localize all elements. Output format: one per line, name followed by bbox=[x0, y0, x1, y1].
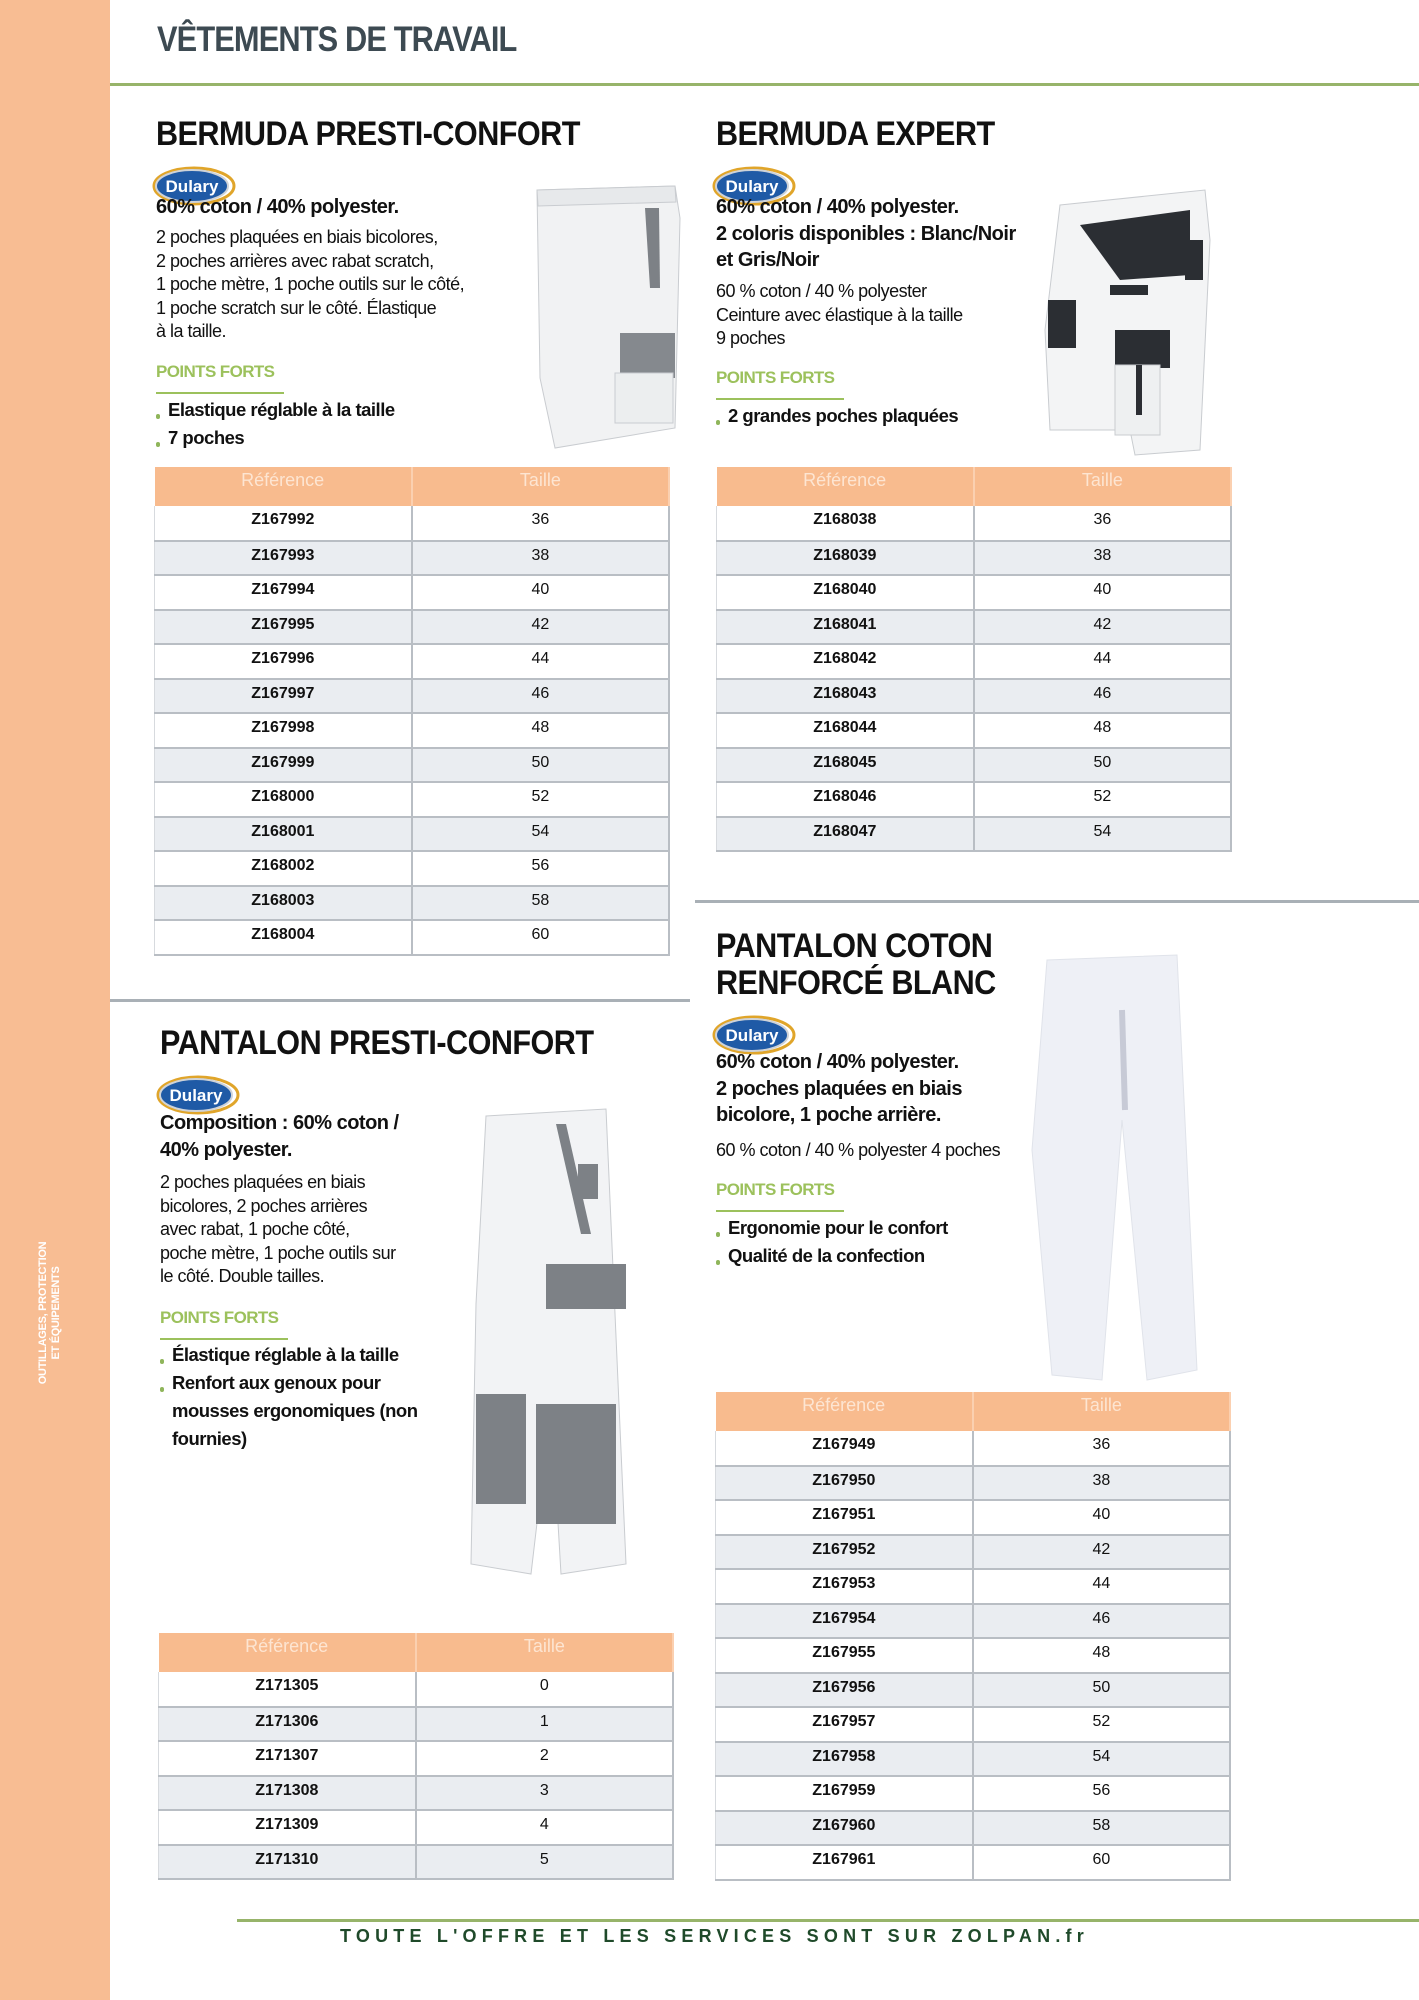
points-forts-list bbox=[716, 1214, 948, 1270]
points-forts-underline bbox=[156, 392, 284, 394]
table-row bbox=[716, 1845, 1231, 1880]
table-row bbox=[716, 1673, 1231, 1708]
point-text: 2 grandes poches plaquées bbox=[728, 405, 959, 426]
reference-cell: Z167961 bbox=[716, 1845, 973, 1880]
point-text: Ergonomie pour le confort bbox=[728, 1217, 948, 1238]
bullet-icon bbox=[156, 442, 160, 447]
size-cell: 38 bbox=[412, 541, 669, 576]
footer-divider bbox=[237, 1919, 1419, 1922]
reference-cell: Z167960 bbox=[716, 1811, 973, 1846]
points-forts-list bbox=[156, 396, 395, 452]
points-forts-label: POINTS FORTS bbox=[156, 362, 275, 381]
table-row bbox=[155, 541, 670, 576]
column-header-reference: Référence bbox=[155, 467, 412, 506]
points-forts-underline bbox=[716, 398, 844, 400]
reference-cell: Z168046 bbox=[717, 782, 974, 817]
table-row bbox=[159, 1776, 674, 1811]
size-cell: 60 bbox=[412, 920, 669, 955]
description-line: avec rabat, 1 poche côté, bbox=[160, 1219, 350, 1240]
product-composition bbox=[160, 1110, 399, 1163]
reference-cell: Z167953 bbox=[716, 1569, 973, 1604]
svg-text:Dulary: Dulary bbox=[165, 177, 219, 196]
bullet-icon bbox=[156, 414, 160, 419]
reference-cell: Z167949 bbox=[716, 1431, 973, 1466]
table-row bbox=[716, 1742, 1231, 1777]
table-row bbox=[717, 817, 1232, 852]
size-cell: 46 bbox=[412, 679, 669, 714]
composition-line: 60% coton / 40% polyester. bbox=[716, 1051, 959, 1073]
reference-cell: Z171306 bbox=[159, 1707, 416, 1742]
reference-cell: Z168003 bbox=[155, 886, 412, 921]
reference-cell: Z171309 bbox=[159, 1810, 416, 1845]
reference-cell: Z168047 bbox=[717, 817, 974, 852]
table-row bbox=[717, 748, 1232, 783]
table-row bbox=[716, 1466, 1231, 1501]
reference-cell: Z168043 bbox=[717, 679, 974, 714]
point-text: Qualité de la confection bbox=[728, 1245, 925, 1266]
table-row bbox=[717, 575, 1232, 610]
table-header-row bbox=[155, 467, 670, 506]
size-reference-table bbox=[715, 1392, 1231, 1881]
reference-cell: Z171305 bbox=[159, 1672, 416, 1707]
size-cell: 52 bbox=[412, 782, 669, 817]
table-row bbox=[716, 1638, 1231, 1673]
size-cell: 54 bbox=[974, 817, 1231, 852]
svg-text:Dulary: Dulary bbox=[725, 1026, 779, 1045]
size-cell: 44 bbox=[412, 644, 669, 679]
size-cell: 48 bbox=[974, 713, 1231, 748]
size-cell: 40 bbox=[412, 575, 669, 610]
svg-text:Dulary: Dulary bbox=[169, 1086, 223, 1105]
size-cell: 1 bbox=[416, 1707, 673, 1742]
table-header-row bbox=[717, 467, 1232, 506]
points-forts-label: POINTS FORTS bbox=[716, 368, 835, 387]
table-row bbox=[716, 1500, 1231, 1535]
table-row bbox=[716, 1535, 1231, 1570]
size-cell: 48 bbox=[412, 713, 669, 748]
reference-cell: Z167956 bbox=[716, 1673, 973, 1708]
reference-cell: Z167999 bbox=[155, 748, 412, 783]
description-line: 2 poches plaquées en biais bbox=[160, 1172, 366, 1192]
product-description bbox=[716, 1139, 1000, 1163]
product-composition bbox=[716, 194, 1016, 274]
size-cell: 46 bbox=[973, 1604, 1230, 1639]
table-row bbox=[716, 1811, 1231, 1846]
reference-cell: Z167959 bbox=[716, 1776, 973, 1811]
size-cell: 36 bbox=[412, 506, 669, 541]
reference-cell: Z168044 bbox=[717, 713, 974, 748]
column-header-size: Taille bbox=[416, 1633, 673, 1672]
table-row bbox=[155, 920, 670, 955]
section-divider bbox=[110, 999, 690, 1002]
size-cell: 50 bbox=[973, 1673, 1230, 1708]
section-label-line1: OUTILLAGES, PROTECTION bbox=[37, 1241, 49, 1385]
size-reference-table bbox=[154, 467, 670, 956]
table-row bbox=[155, 610, 670, 645]
reference-cell: Z167993 bbox=[155, 541, 412, 576]
size-cell: 48 bbox=[973, 1638, 1230, 1673]
table-row bbox=[717, 713, 1232, 748]
description-line: Ceinture avec élastique à la taille bbox=[716, 304, 963, 325]
column-header-reference: Référence bbox=[716, 1392, 973, 1431]
product-title: PANTALON COTON bbox=[716, 927, 993, 965]
svg-text:Dulary: Dulary bbox=[725, 177, 779, 196]
section-label-line2: ET ÉQUIPEMENTS bbox=[50, 1266, 62, 1360]
reference-cell: Z167951 bbox=[716, 1500, 973, 1535]
size-cell: 50 bbox=[412, 748, 669, 783]
size-cell: 52 bbox=[973, 1707, 1230, 1742]
reference-cell: Z167952 bbox=[716, 1535, 973, 1570]
reference-cell: Z168002 bbox=[155, 851, 412, 886]
table-row bbox=[155, 506, 670, 541]
reference-cell: Z168040 bbox=[717, 575, 974, 610]
description-line: à la taille. bbox=[156, 321, 227, 342]
description-line: 60 % coton / 40 % polyester 4 poches bbox=[716, 1140, 1001, 1160]
table-row bbox=[159, 1672, 674, 1707]
size-cell: 54 bbox=[973, 1742, 1230, 1777]
footer-text: TOUTE L'OFFRE ET LES SERVICES SONT SUR ZOLPAN.fr bbox=[340, 1926, 1089, 1946]
table-row bbox=[155, 679, 670, 714]
points-forts-list bbox=[716, 402, 958, 430]
point-text: Renfort aux genoux pour bbox=[172, 1372, 381, 1393]
size-cell: 5 bbox=[416, 1845, 673, 1880]
column-header-size: Taille bbox=[412, 467, 669, 506]
reference-cell: Z171310 bbox=[159, 1845, 416, 1880]
size-cell: 2 bbox=[416, 1741, 673, 1776]
reference-cell: Z168041 bbox=[717, 610, 974, 645]
column-header-reference: Référence bbox=[159, 1633, 416, 1672]
reference-cell: Z168004 bbox=[155, 920, 412, 955]
size-cell: 40 bbox=[973, 1500, 1230, 1535]
reference-cell: Z167996 bbox=[155, 644, 412, 679]
product-title-line2: RENFORCÉ BLANC bbox=[716, 964, 996, 1002]
size-cell: 42 bbox=[974, 610, 1231, 645]
table-header-row bbox=[159, 1633, 674, 1672]
bullet-icon bbox=[716, 1232, 720, 1237]
reference-cell: Z167997 bbox=[155, 679, 412, 714]
table-row bbox=[716, 1431, 1231, 1466]
product-composition bbox=[156, 194, 399, 221]
reference-cell: Z168000 bbox=[155, 782, 412, 817]
points-forts-underline bbox=[716, 1210, 844, 1212]
size-cell: 42 bbox=[412, 610, 669, 645]
table-row bbox=[716, 1604, 1231, 1639]
reference-cell: Z168042 bbox=[717, 644, 974, 679]
composition-line: bicolore, 1 poche arrière. bbox=[716, 1104, 941, 1126]
point-text: fournies) bbox=[172, 1428, 247, 1449]
reference-cell: Z167955 bbox=[716, 1638, 973, 1673]
dulary-brand-logo bbox=[156, 1075, 240, 1115]
table-row bbox=[716, 1569, 1231, 1604]
composition-line: 2 poches plaquées en biais bbox=[716, 1077, 962, 1100]
bullet-icon bbox=[160, 1359, 164, 1364]
size-cell: 0 bbox=[416, 1672, 673, 1707]
size-cell: 36 bbox=[974, 506, 1231, 541]
composition-line: 40% polyester. bbox=[160, 1138, 292, 1161]
size-cell: 56 bbox=[973, 1776, 1230, 1811]
column-header-reference: Référence bbox=[717, 467, 974, 506]
size-cell: 50 bbox=[974, 748, 1231, 783]
table-row bbox=[716, 1707, 1231, 1742]
point-item bbox=[156, 396, 395, 424]
bermuda-presti-confort-image bbox=[525, 178, 685, 453]
column-header-size: Taille bbox=[973, 1392, 1230, 1431]
section-label bbox=[37, 1223, 63, 1403]
column-header-size: Taille bbox=[974, 467, 1231, 506]
table-header-row bbox=[716, 1392, 1231, 1431]
size-cell: 44 bbox=[974, 644, 1231, 679]
description-line: 1 poche scratch sur le côté. Élastique bbox=[156, 297, 437, 318]
table-row bbox=[155, 817, 670, 852]
point-item bbox=[716, 1242, 948, 1270]
reference-cell: Z167954 bbox=[716, 1604, 973, 1639]
point-text: mousses ergonomiques (non bbox=[172, 1400, 418, 1421]
reference-cell: Z171308 bbox=[159, 1776, 416, 1811]
product-title: PANTALON PRESTI-CONFORT bbox=[160, 1024, 594, 1062]
size-cell: 54 bbox=[412, 817, 669, 852]
point-item bbox=[716, 1214, 948, 1242]
reference-cell: Z167958 bbox=[716, 1742, 973, 1777]
size-reference-table bbox=[158, 1633, 674, 1880]
bullet-icon bbox=[716, 1260, 720, 1265]
composition-line: et Gris/Noir bbox=[716, 249, 819, 271]
bullet-icon bbox=[716, 420, 720, 425]
product-title: BERMUDA EXPERT bbox=[716, 115, 995, 153]
size-cell: 38 bbox=[974, 541, 1231, 576]
reference-cell: Z168039 bbox=[717, 541, 974, 576]
page-title: VÊTEMENTS DE TRAVAIL bbox=[157, 20, 517, 59]
composition-line: 60% coton / 40% polyester. bbox=[156, 196, 399, 218]
composition-line: Composition : 60% coton / bbox=[160, 1112, 399, 1134]
point-item bbox=[156, 424, 395, 452]
reference-cell: Z167992 bbox=[155, 506, 412, 541]
size-cell: 4 bbox=[416, 1810, 673, 1845]
description-line: le côté. Double tailles. bbox=[160, 1266, 325, 1287]
points-forts-label: POINTS FORTS bbox=[716, 1180, 835, 1199]
composition-line: 2 coloris disponibles : Blanc/Noir bbox=[716, 222, 1016, 245]
description-line: 2 poches plaquées en biais bicolores, bbox=[156, 227, 438, 247]
sidebar-band bbox=[0, 0, 110, 2000]
product-description bbox=[156, 226, 464, 344]
bullet-icon bbox=[160, 1387, 164, 1392]
table-row bbox=[717, 782, 1232, 817]
table-row bbox=[155, 575, 670, 610]
reference-cell: Z168038 bbox=[717, 506, 974, 541]
product-description bbox=[160, 1171, 396, 1289]
point-text: Elastique réglable à la taille bbox=[168, 399, 395, 420]
table-row bbox=[716, 1776, 1231, 1811]
size-cell: 38 bbox=[973, 1466, 1230, 1501]
table-row bbox=[155, 886, 670, 921]
reference-cell: Z167994 bbox=[155, 575, 412, 610]
table-row bbox=[155, 748, 670, 783]
size-cell: 42 bbox=[973, 1535, 1230, 1570]
product-description bbox=[716, 280, 963, 351]
point-item bbox=[160, 1369, 418, 1453]
reference-cell: Z167957 bbox=[716, 1707, 973, 1742]
point-item bbox=[160, 1341, 418, 1369]
composition-line: 60% coton / 40% polyester. bbox=[716, 196, 959, 218]
size-cell: 60 bbox=[973, 1845, 1230, 1880]
description-line: poche mètre, 1 poche outils sur bbox=[160, 1242, 396, 1263]
table-row bbox=[717, 679, 1232, 714]
bermuda-expert-image bbox=[1040, 180, 1230, 462]
size-cell: 52 bbox=[974, 782, 1231, 817]
size-cell: 40 bbox=[974, 575, 1231, 610]
point-item bbox=[716, 402, 958, 430]
table-row bbox=[717, 610, 1232, 645]
section-divider bbox=[695, 900, 1419, 903]
header-divider bbox=[110, 83, 1419, 86]
description-line: 2 poches arrières avec rabat scratch, bbox=[156, 250, 434, 271]
table-row bbox=[159, 1707, 674, 1742]
reference-cell: Z167998 bbox=[155, 713, 412, 748]
table-row bbox=[155, 851, 670, 886]
table-row bbox=[159, 1810, 674, 1845]
reference-cell: Z167950 bbox=[716, 1466, 973, 1501]
size-cell: 56 bbox=[412, 851, 669, 886]
points-forts-label: POINTS FORTS bbox=[160, 1308, 279, 1327]
table-row bbox=[717, 506, 1232, 541]
point-text: 7 poches bbox=[168, 427, 245, 448]
reference-cell: Z168045 bbox=[717, 748, 974, 783]
table-row bbox=[155, 713, 670, 748]
product-title: BERMUDA PRESTI-CONFORT bbox=[156, 115, 580, 153]
pantalon-coton-renforce-blanc-image bbox=[1027, 950, 1207, 1385]
table-row bbox=[717, 541, 1232, 576]
points-forts-underline bbox=[160, 1338, 288, 1340]
table-row bbox=[155, 644, 670, 679]
pantalon-presti-confort-image bbox=[466, 1104, 636, 1579]
description-line: 60 % coton / 40 % polyester bbox=[716, 281, 927, 301]
table-row bbox=[159, 1741, 674, 1776]
points-forts-list bbox=[160, 1341, 418, 1453]
table-row bbox=[717, 644, 1232, 679]
size-reference-table bbox=[716, 467, 1232, 852]
size-cell: 46 bbox=[974, 679, 1231, 714]
description-line: 1 poche mètre, 1 poche outils sur le côté, bbox=[156, 274, 465, 295]
size-cell: 44 bbox=[973, 1569, 1230, 1604]
reference-cell: Z171307 bbox=[159, 1741, 416, 1776]
table-row bbox=[155, 782, 670, 817]
point-text: Élastique réglable à la taille bbox=[172, 1344, 399, 1365]
description-line: bicolores, 2 poches arrières bbox=[160, 1195, 368, 1216]
reference-cell: Z167995 bbox=[155, 610, 412, 645]
reference-cell: Z168001 bbox=[155, 817, 412, 852]
size-cell: 36 bbox=[973, 1431, 1230, 1466]
table-row bbox=[159, 1845, 674, 1880]
size-cell: 58 bbox=[973, 1811, 1230, 1846]
size-cell: 58 bbox=[412, 886, 669, 921]
description-line: 9 poches bbox=[716, 328, 786, 349]
size-cell: 3 bbox=[416, 1776, 673, 1811]
product-composition bbox=[716, 1049, 962, 1129]
